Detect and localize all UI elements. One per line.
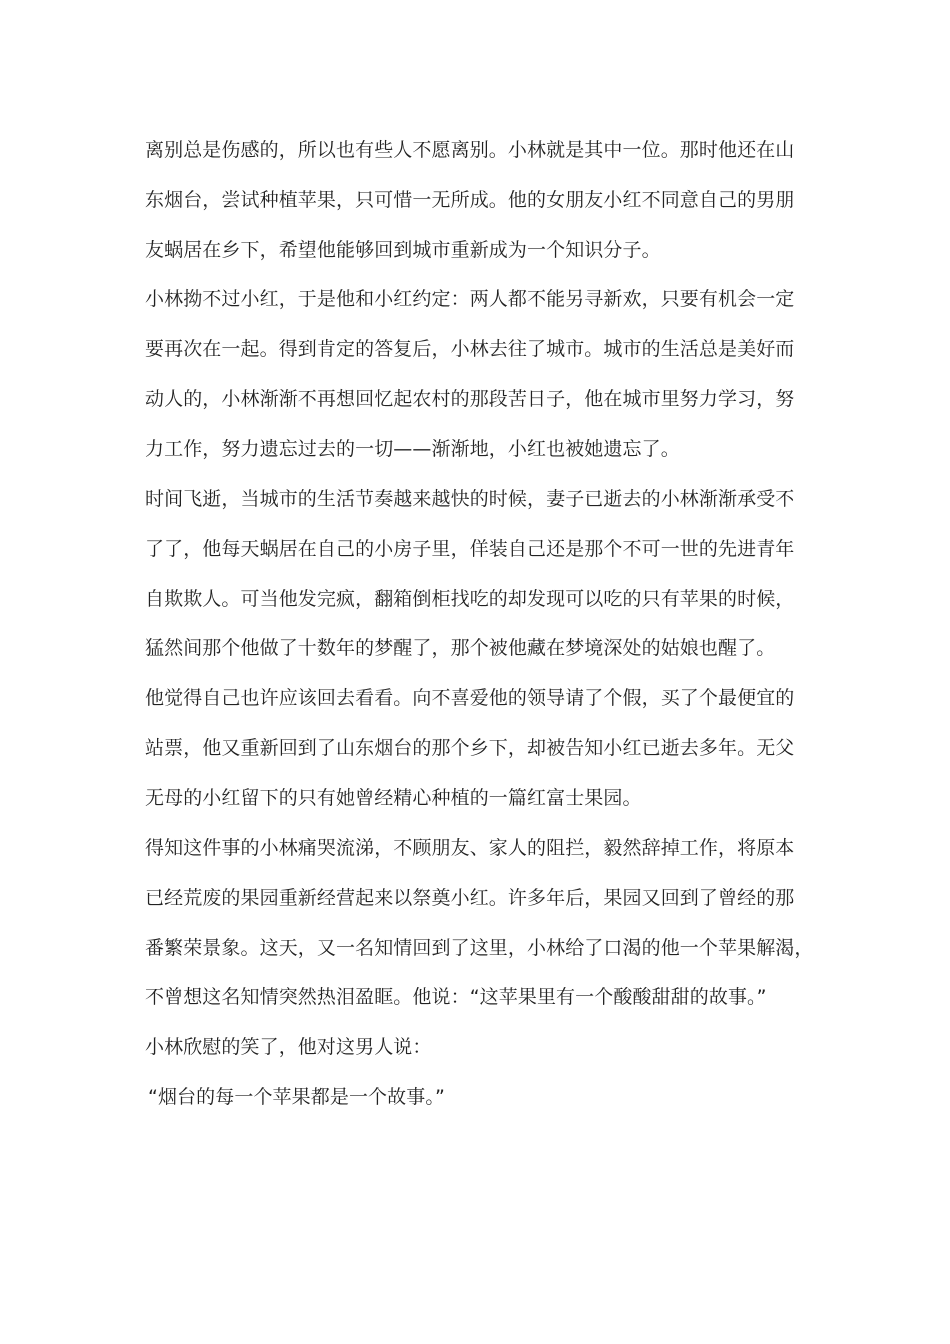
text-line: 不曾想这名知情突然热泪盈眶。他说：“这苹果里有一个酸酸甜甜的故事。”	[145, 986, 767, 1008]
text-line: 东烟台，尝试种植苹果，只可惜一无所成。他的女朋友小红不同意自己的男朋	[145, 189, 795, 211]
closing-quote-line: “烟台的每一个苹果都是一个故事。”	[148, 1086, 445, 1108]
text-line: 力工作，努力遗忘过去的一切——渐渐地，小红也被她遗忘了。	[145, 438, 680, 460]
text-line: 番繁荣景象。这天，又一名知情回到了这里，小林给了口渴的他一个苹果解渴，	[145, 937, 814, 959]
text-line: 得知这件事的小林痛哭流涕，不顾朋友、家人的阻拦，毅然辞掉工作，将原本	[145, 837, 795, 859]
text-line: 自欺欺人。可当他发完疯，翻箱倒柜找吃的却发现可以吃的只有苹果的时候，	[145, 588, 795, 610]
text-line: 无母的小红留下的只有她曾经精心种植的一篇红富士果园。	[145, 787, 642, 809]
text-line: 动人的，小林渐渐不再想回忆起农村的那段苦日子，他在城市里努力学习，努	[145, 388, 795, 410]
text-line: 友蜗居在乡下，希望他能够回到城市重新成为一个知识分子。	[145, 239, 661, 261]
text-line: 猛然间那个他做了十数年的梦醒了，那个被他藏在梦境深处的姑娘也醒了。	[145, 637, 776, 659]
text-line: 小林拗不过小红，于是他和小红约定：两人都不能另寻新欢，只要有机会一定	[145, 288, 795, 310]
text-line: 站票，他又重新回到了山东烟台的那个乡下，却被告知小红已逝去多年。无父	[145, 737, 795, 759]
text-line: 时间飞逝，当城市的生活节奏越来越快的时候，妻子已逝去的小林渐渐承受不	[145, 488, 795, 510]
text-line: 离别总是伤感的，所以也有些人不愿离别。小林就是其中一位。那时他还在山	[145, 139, 795, 161]
text-line: 已经荒废的果园重新经营起来以祭奠小红。许多年后，果园又回到了曾经的那	[145, 887, 795, 909]
text-line: 他觉得自己也许应该回去看看。向不喜爱他的领导请了个假，买了个最便宜的	[145, 687, 795, 709]
text-line: 要再次在一起。得到肯定的答复后，小林去往了城市。城市的生活总是美好而	[145, 338, 795, 360]
text-line: 小林欣慰的笑了，他对这男人说：	[145, 1036, 432, 1058]
text-line: 了了，他每天蜗居在自己的小房子里，佯装自己还是那个不可一世的先进青年	[145, 538, 795, 560]
